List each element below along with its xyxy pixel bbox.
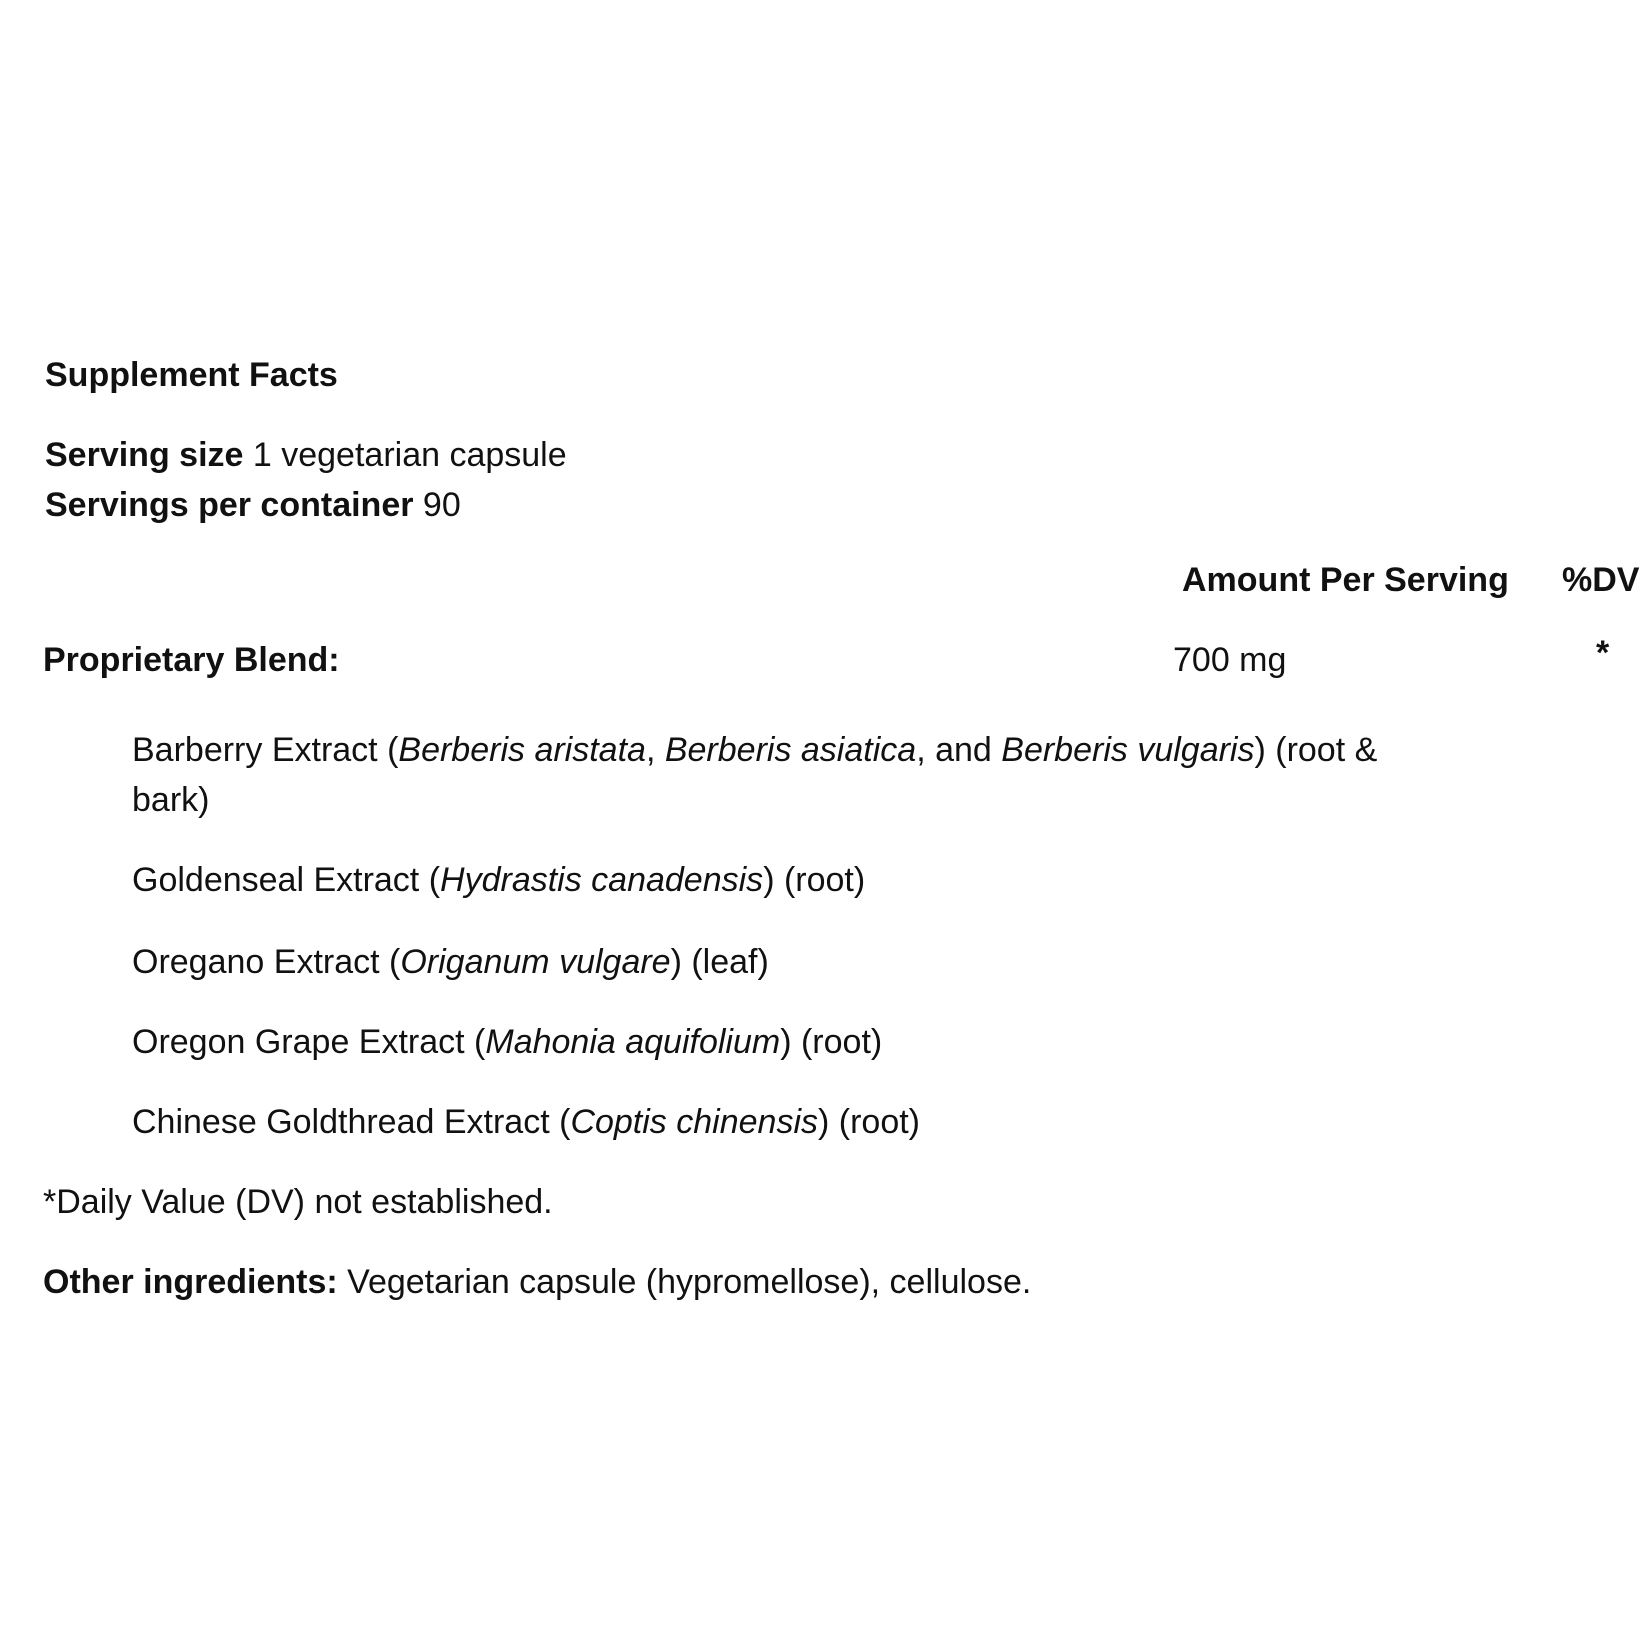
- serving-size: [45, 430, 567, 480]
- panel-title: Supplement Facts: [45, 356, 338, 394]
- proprietary-blend-label: Proprietary Blend:: [43, 641, 340, 679]
- ingredient-chinese-goldthread: Chinese Goldthread Extract (Coptis chinensis) (root): [132, 1103, 920, 1141]
- other-ingredients: [43, 1257, 1031, 1307]
- ingredient-oregano: Oregano Extract (Origanum vulgare) (leaf): [132, 943, 769, 981]
- serving-size-label: Serving size: [45, 436, 244, 474]
- proprietary-blend-dv: *: [1596, 634, 1610, 672]
- proprietary-blend-amount: 700 mg: [1173, 641, 1287, 679]
- dv-header: %DV: [1562, 561, 1640, 599]
- servings-per-container-value: 90: [422, 486, 461, 524]
- servings-per-container-label: Servings per container: [45, 486, 414, 524]
- servings-per-container: [45, 480, 461, 530]
- serving-size-value: 1 vegetarian capsule: [252, 436, 567, 474]
- amount-per-serving-header: Amount Per Serving: [1182, 561, 1509, 599]
- other-ingredients-value: Vegetarian capsule (hypromellose), cellulose.: [337, 1263, 1032, 1301]
- ingredient-goldenseal: Goldenseal Extract (Hydrastis canadensis) (root): [132, 861, 866, 899]
- ingredient-oregon-grape: Oregon Grape Extract (Mahonia aquifolium) (root): [132, 1023, 883, 1061]
- daily-value-footnote: *Daily Value (DV) not established.: [43, 1183, 553, 1221]
- other-ingredients-label: Other ingredients:: [43, 1263, 338, 1301]
- ingredient-barberry: Barberry Extract (Berberis aristata, Berberis asiatica, and Berberis vulgaris) (root & bark): [132, 731, 1378, 819]
